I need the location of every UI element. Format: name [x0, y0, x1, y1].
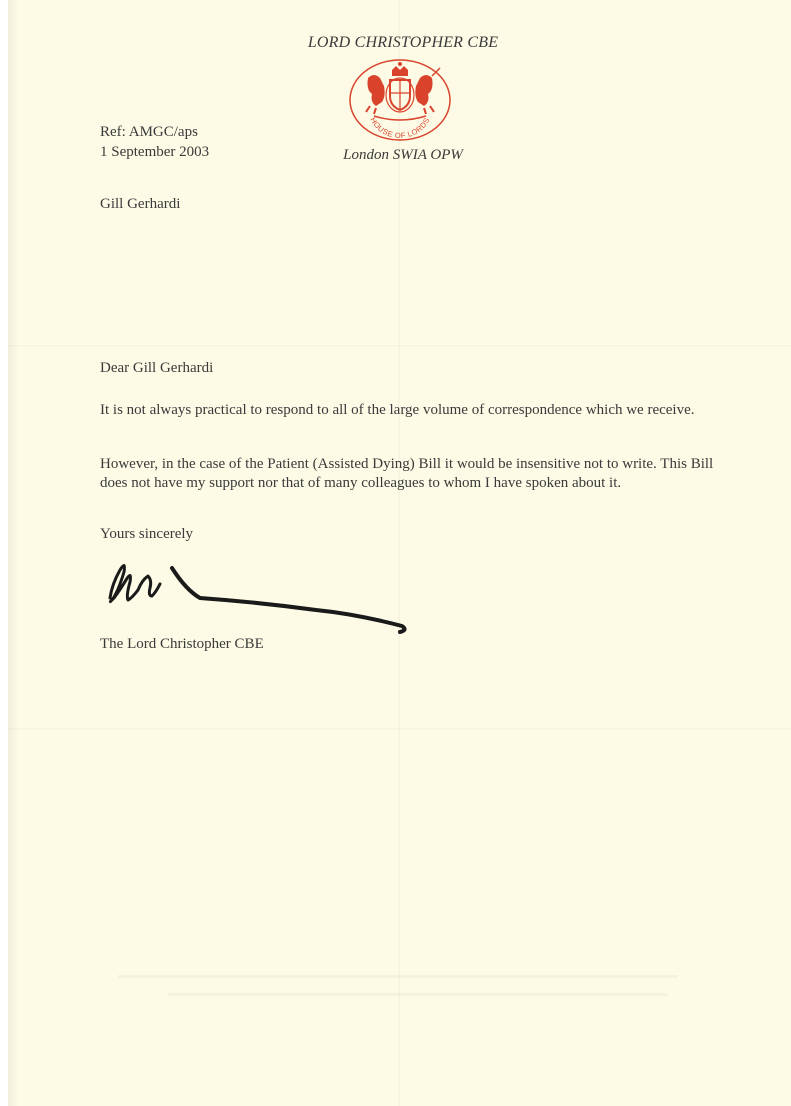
page-edge-shadow [8, 0, 18, 1106]
handwritten-signature-icon [96, 540, 416, 640]
royal-coat-of-arms-icon [346, 56, 454, 146]
letter-page [8, 0, 791, 1106]
faint-bleed-through [118, 975, 678, 978]
reference-code: Ref: AMGC/aps [100, 124, 198, 140]
reference-block [100, 122, 209, 162]
body-paragraph: It is not always practical to respond to all of the large volume of correspondence which we receive. [100, 402, 695, 418]
salutation: Dear Gill Gerhardi [100, 360, 214, 376]
svg-text:HOUSE OF LORDS: HOUSE OF LORDS [368, 115, 432, 141]
body-paragraph: However, in the case of the Patient (Assisted Dying) Bill it would be insensitive not to write. This Bill does not have my support nor that of many colleagues to whom I have spoken about it. [100, 456, 714, 491]
letterhead-address: London SWIA OPW [343, 147, 463, 163]
signatory-name: The Lord Christopher CBE [100, 636, 264, 652]
faint-bleed-through [168, 993, 668, 996]
letter-date: 1 September 2003 [100, 144, 210, 160]
letterhead-name: LORD CHRISTOPHER CBE [307, 34, 499, 51]
recipient-name: Gill Gerhardi [100, 196, 181, 212]
closing-line: Yours sincerely [100, 526, 194, 542]
